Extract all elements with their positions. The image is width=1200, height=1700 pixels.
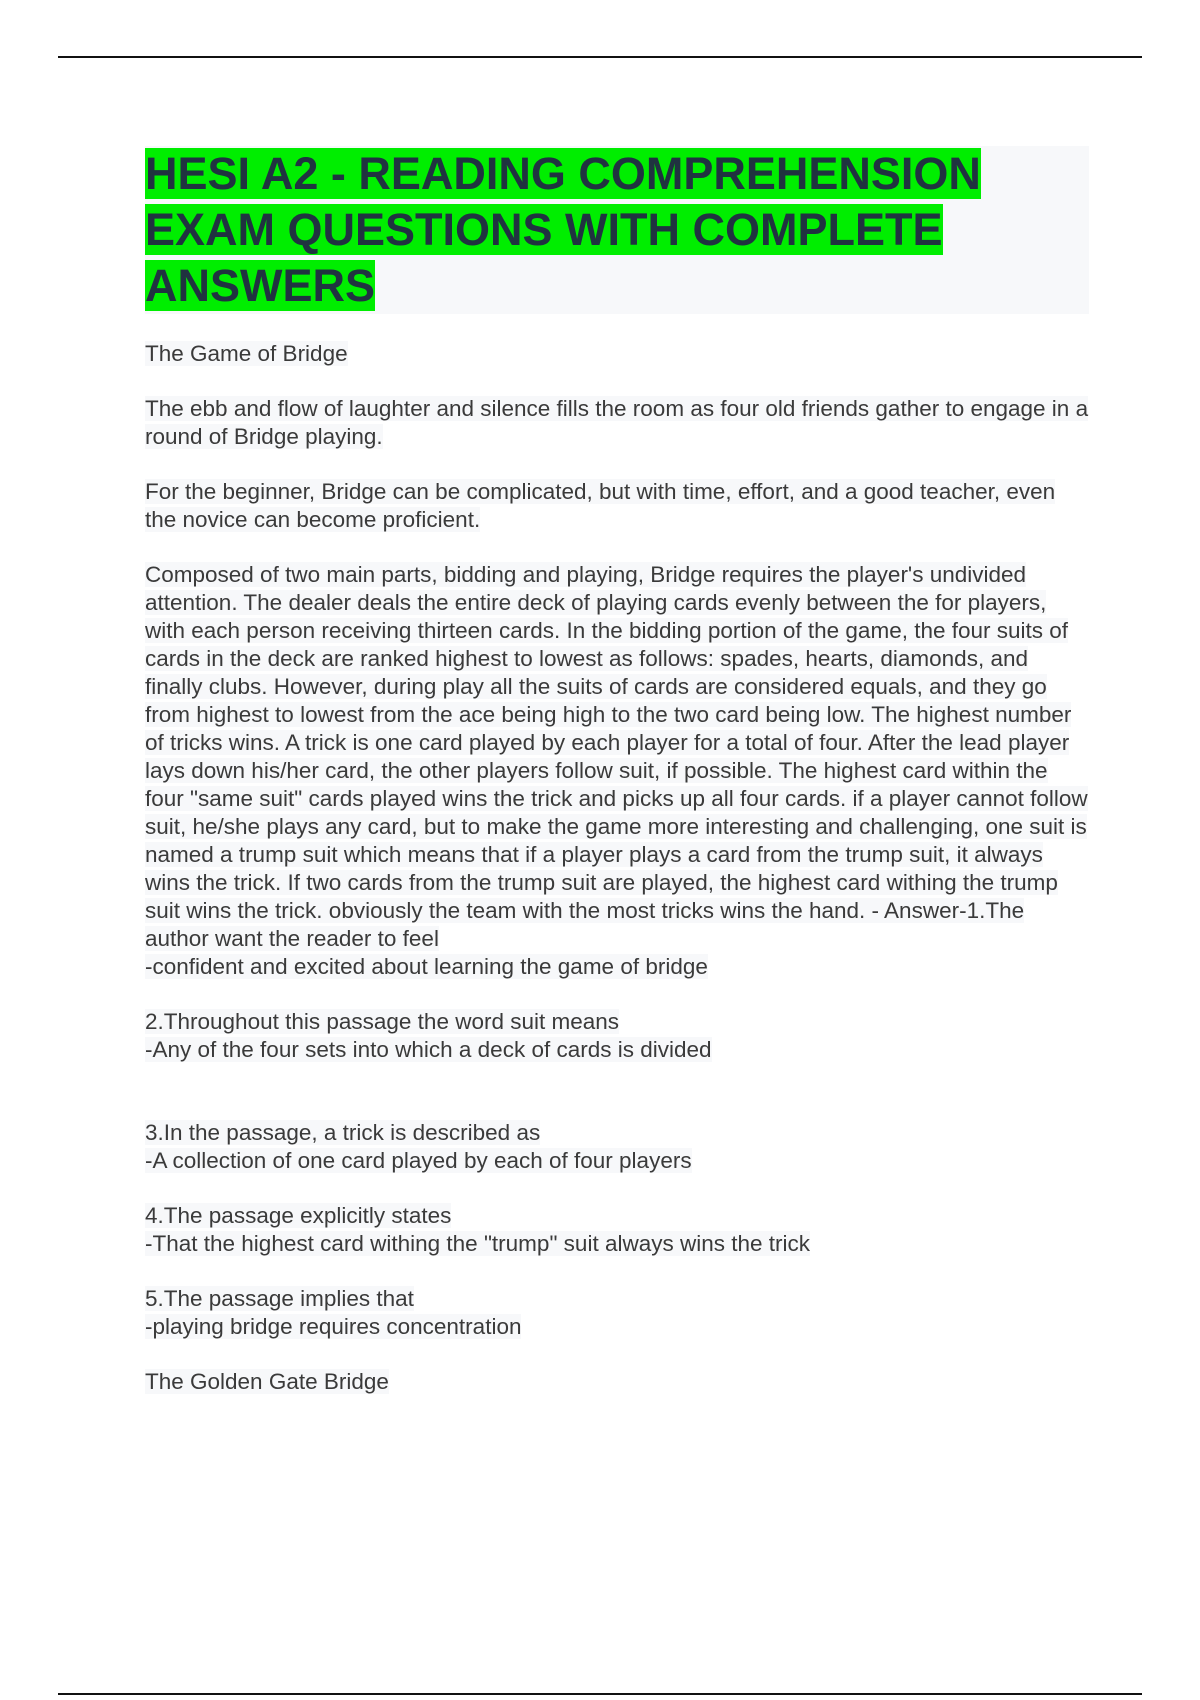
next-passage-title [145,1368,1089,1396]
question-4-text: 4.The passage explicitly states [145,1203,452,1228]
next-passage-title-text: The Golden Gate Bridge [145,1369,389,1394]
paragraph-1 [145,395,1089,451]
question-4 [145,1202,1089,1258]
paragraph-2 [145,478,1089,534]
document-title [145,146,1089,314]
paragraph-3-text: Composed of two main parts, bidding and playing, Bridge requires the player's undivided attention. The dealer deals the entire deck of playing cards evenly between the for players, with each person receiving thirteen cards. In the bidding portion of the game, the four suits of cards in the deck are ranked highest to lowest as follows: spades, hearts, diamonds, and finally clubs. However, during play all the suits of cards are considered equals, and they go from highest to lowest from the ace being high to the two card being low. The highest number of tricks wins. A trick is one card played by each player for a total of four. After the lead player lays down his/her card, the other players follow suit, if possible. The highest card within the four "same suit" cards played wins the trick and picks up all four cards. if a player cannot follow suit, he/she plays any card, but to make the game more interesting and challenging, one suit is named a trump suit which means that if a player plays a card from the trump suit, it always wins the trick. If two cards from the trump suit are played, the highest card withing the trump suit wins the trick. obviously the team with the most tricks wins the hand. - Answer-1.The author want the reader to feel [145,562,1088,951]
paragraph-2-text: For the beginner, Bridge can be complicated, but with time, effort, and a good teacher, even the novice can become proficient. [145,479,1056,532]
answer-4: -That the highest card withing the "trump" suit always wins the trick [145,1231,811,1256]
paragraph-1-text: The ebb and flow of laughter and silence fills the room as four old friends gather to engage in a round of Bridge playing. [145,396,1089,449]
question-2-text: 2.Throughout this passage the word suit means [145,1009,620,1034]
paragraph-3-with-answer-1 [145,561,1089,981]
answer-3: -A collection of one card played by each of four players [145,1148,692,1173]
top-rule [58,56,1142,58]
bottom-rule [58,1693,1142,1695]
passage-title-text: The Game of Bridge [145,341,348,366]
answer-5: -playing bridge requires concentration [145,1314,522,1339]
question-5 [145,1285,1089,1341]
title-block [145,146,1089,314]
answer-2: -Any of the four sets into which a deck of cards is divided [145,1037,712,1062]
answer-1: -confident and excited about learning the game of bridge [145,954,708,979]
question-3-text: 3.In the passage, a trick is described as [145,1120,541,1145]
passage-title [145,340,1089,368]
question-2 [145,1008,1089,1064]
title-highlight-text: HESI A2 - READING COMPREHENSION EXAM QUESTIONS WITH COMPLETE ANSWERS [145,148,981,311]
question-5-text: 5.The passage implies that [145,1286,414,1311]
question-3 [145,1119,1089,1175]
document-body [145,146,1089,1423]
